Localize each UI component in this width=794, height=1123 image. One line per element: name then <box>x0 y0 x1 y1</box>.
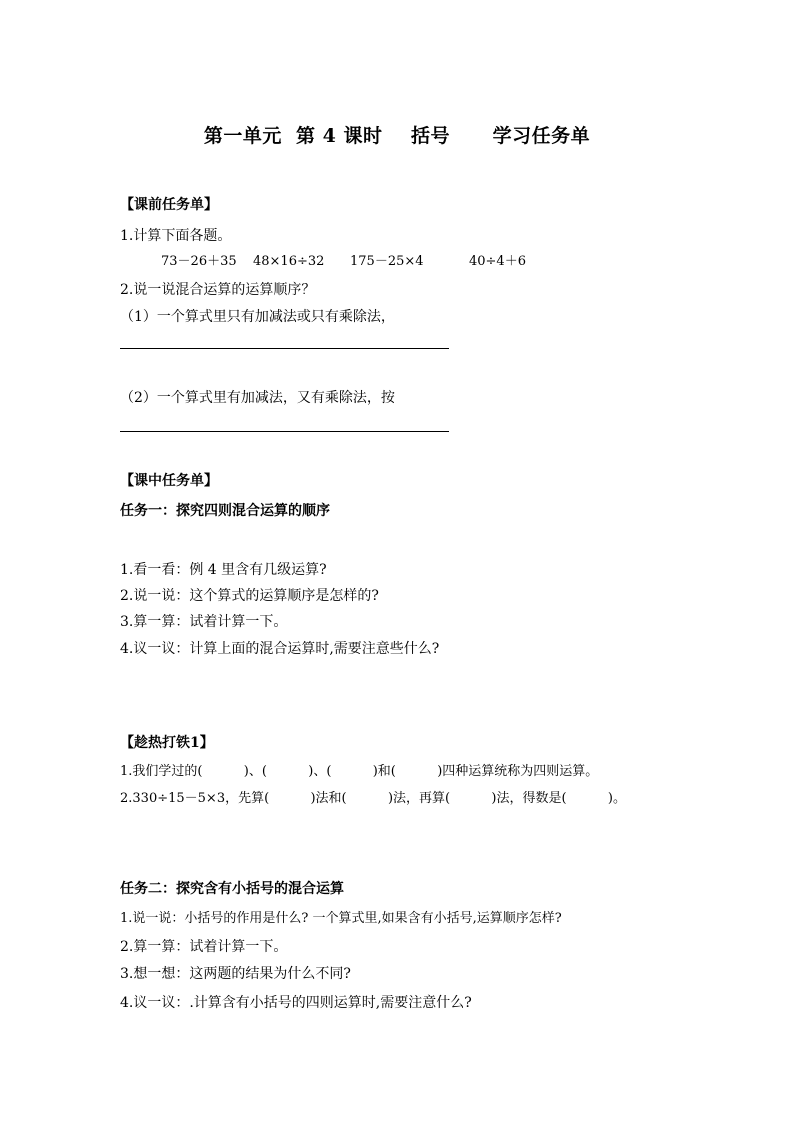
page-title: 第一单元 第 4 课时 括号 学习任务单 <box>203 125 591 147</box>
answer-line[interactable] <box>120 431 449 432</box>
pre-class-question-1: 1.计算下面各题。 <box>120 228 232 244</box>
calculation-item: 73－26＋35 <box>161 254 237 269</box>
task-1-item: 1.看一看：例 4 里含有几级运算? <box>120 562 327 578</box>
practice-1-heading: 【趁热打铁1】 <box>120 735 214 751</box>
pre-class-question-2: 2.说一说混合运算的运算顺序？ <box>120 282 316 298</box>
task-1-title: 任务一：探究四则混合运算的顺序 <box>120 503 330 519</box>
practice-1-item: 1.我们学过的( )、( )、( )和( )四种运算统称为四则运算。 <box>120 764 599 779</box>
task-2-item: 1.说一说：小括号的作用是什么? 一个算式里,如果含有小括号,运算顺序怎样? <box>120 911 562 926</box>
calculation-item: 175－25×4 <box>350 254 424 269</box>
calculation-item: 48×16÷32 <box>253 254 325 269</box>
task-2-title: 任务二：探究含有小括号的混合运算 <box>120 881 344 897</box>
task-1-item: 2.说一说：这个算式的运算顺序是怎样的? <box>120 588 379 604</box>
practice-1-item: 2.330÷15－5×3，先算( )法和( )法，再算( )法，得数是( )。 <box>120 791 626 806</box>
pre-class-heading: 【课前任务单】 <box>120 197 218 213</box>
in-class-heading: 【课中任务单】 <box>120 473 218 489</box>
pre-class-question-2-2: （2）一个算式里有加减法，又有乘除法，按 <box>120 390 395 406</box>
answer-line[interactable] <box>120 348 449 349</box>
task-2-item: 3.想一想：这两题的结果为什么不同? <box>120 966 351 982</box>
task-1-item: 4.议一议：计算上面的混合运算时,需要注意些什么? <box>120 641 440 657</box>
calculation-item: 40÷4＋6 <box>469 254 526 269</box>
task-2-item: 4.议一议：.计算含有小括号的四则运算时,需要注意什么? <box>120 995 472 1011</box>
pre-class-question-2-1: （1）一个算式里只有加减法或只有乘除法， <box>120 309 395 325</box>
task-1-item: 3.算一算：试着计算一下。 <box>120 614 288 630</box>
task-2-item: 2.算一算：试着计算一下。 <box>120 939 288 955</box>
